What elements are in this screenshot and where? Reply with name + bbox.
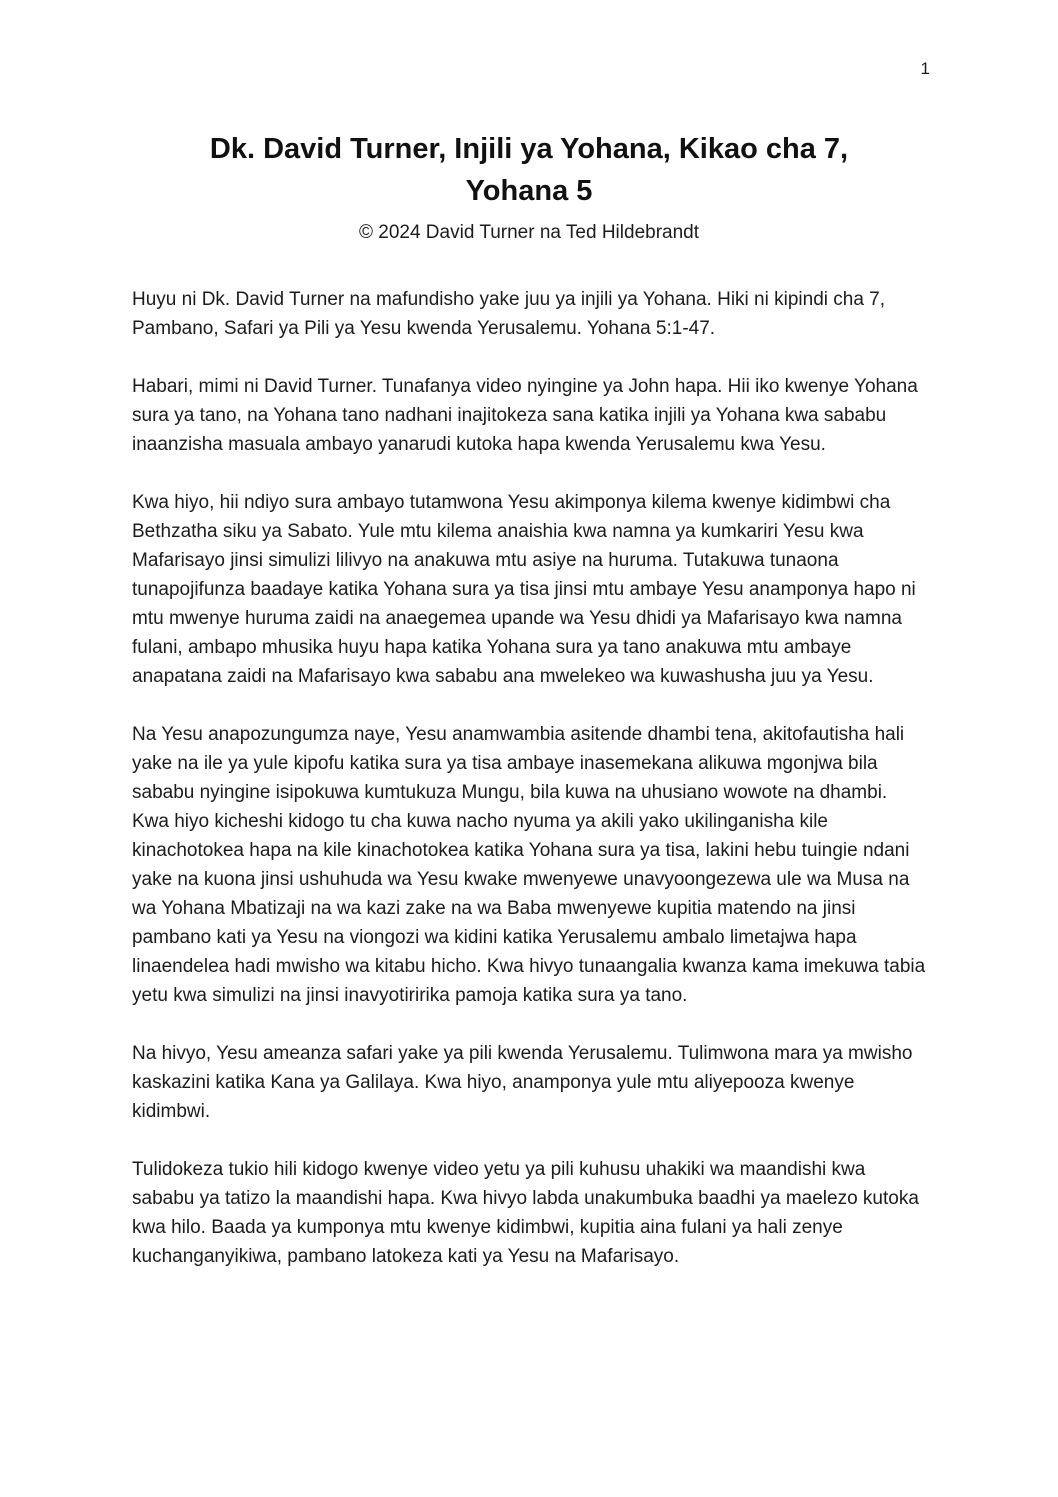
paragraph-3: Kwa hiyo, hii ndiyo sura ambayo tutamwona Yesu akimponya kilema kwenye kidimbwi cha Bethzatha siku ya Sabato. Yule mtu kilema anaishia kwa namna ya kumkariri Yesu kwa Mafarisayo jinsi simulizi lilivyo na anakuwa mtu asiye na huruma. Tutakuwa tunaona tunapojifunza baadaye katika Yohana sura ya tisa jinsi mtu ambaye Yesu anamponya hapo ni mtu mwenye huruma zaidi na anaegemea upande wa Yesu dhidi ya Mafarisayo kwa namna fulani, ambapo mhusika huyu hapa katika Yohana sura ya tano anakuwa mtu ambaye anapatana zaidi na Mafarisayo kwa sababu ana mwelekeo wa kuwashusha juu ya Yesu. — [132, 491, 916, 687]
paragraph-6: Tulidokeza tukio hili kidogo kwenye video yetu ya pili kuhusu uhakiki wa maandishi kwa sababu ya tatizo la maandishi hapa. Kwa hivyo labda unakumbuka baadhi ya maelezo kutoka kwa hilo. Baada ya kumponya mtu kwenye kidimbwi, kupitia aina fulani ya hali zenye kuchanganyikiwa, pambano latokeza kati ya Yesu na Mafarisayo. — [132, 1158, 919, 1267]
paragraph-2: Habari, mimi ni David Turner. Tunafanya video nyingine ya John hapa. Hii iko kwenye Yohana sura ya tano, na Yohana tano nadhani inajitokeza sana katika injili ya Yohana kwa sababu inaanzisha masuala ambayo yanarudi kutoka hapa kwenda Yerusalemu kwa Yesu. — [132, 375, 918, 455]
paragraph-5: Na hivyo, Yesu ameanza safari yake ya pili kwenda Yerusalemu. Tulimwona mara ya mwisho kaskazini katika Kana ya Galilaya. Kwa hiyo, anamponya yule mtu aliyepooza kwenye kidimbwi. — [132, 1042, 913, 1122]
title-line-1: Dk. David Turner, Injili ya Yohana, Kikao cha 7, — [209, 133, 849, 165]
document-body — [132, 285, 926, 1271]
paragraph-4: Na Yesu anapozungumza naye, Yesu anamwambia asitende dhambi tena, akitofautisha hali yake na ile ya yule kipofu katika sura ya tisa ambaye inasemekana alikuwa mgonjwa bila sababu nyingine isipokuwa kumtukuza Mungu, bila kuwa na uhusiano wowote na dhambi. Kwa hiyo kicheshi kidogo tu cha kuwa nacho nyuma ya akili yako ukilinganisha kile kinachotokea hapa na kile kinachotokea katika Yohana sura ya tisa, lakini hebu tuingie ndani yake na kuona jinsi ushuhuda wa Yesu kwake mwenyewe unavyoongezewa ule wa Musa na wa Yohana Mbatizaji na wa kazi zake na wa Baba mwenyewe kupitia matendo na jinsi pambano kati ya Yesu na viongozi wa kidini katika Yerusalemu ambalo limetajwa hapa linaendelea hadi mwisho wa kitabu hicho. Kwa hivyo tunaangalia kwanza kama imekuwa tabia yetu kwa simulizi na jinsi inavyotiririka pamoja katika sura ya tano. — [132, 723, 926, 1006]
paragraph-1: Huyu ni Dk. David Turner na mafundisho yake juu ya injili ya Yohana. Hiki ni kipindi cha 7, Pambano, Safari ya Pili ya Yesu kwenda Yerusalemu. Yohana 5:1-47. — [132, 288, 886, 339]
title-line-2: Yohana 5 — [465, 175, 593, 208]
document-title — [132, 128, 926, 212]
copyright-line: © 2024 David Turner na Ted Hildebrandt — [358, 222, 700, 244]
page-number: 1 — [920, 59, 930, 78]
